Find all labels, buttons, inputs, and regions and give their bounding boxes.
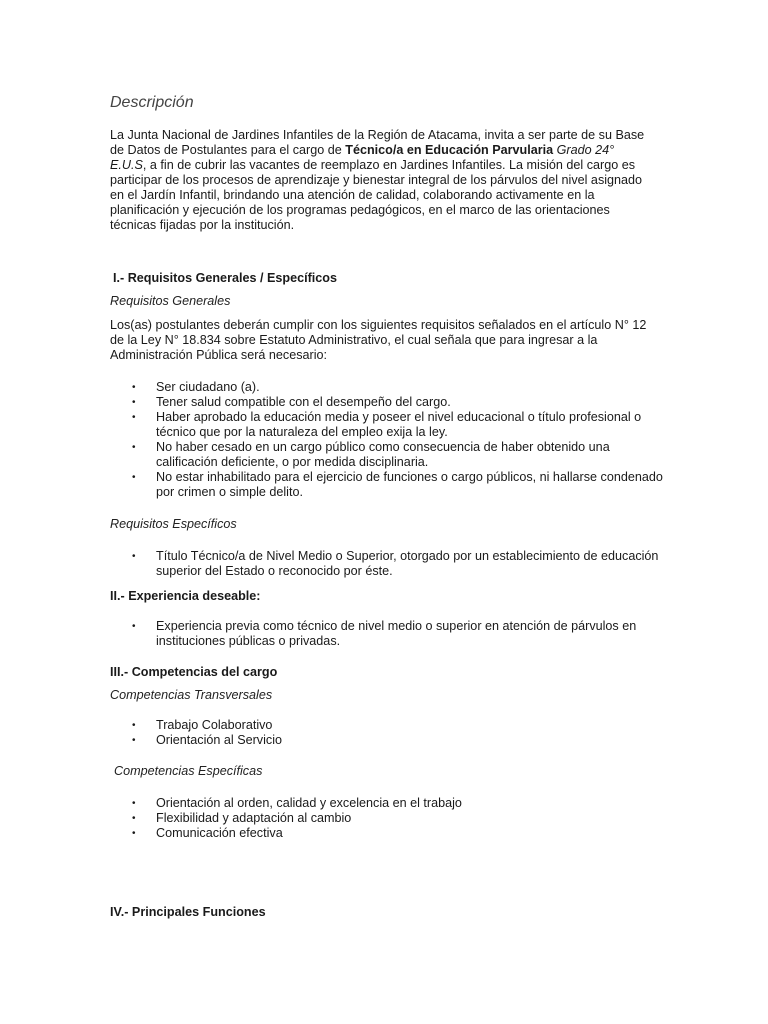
list-item: • Flexibilidad y adaptación al cambio (110, 811, 670, 826)
specific-requirements-list (110, 549, 670, 579)
transversal-competencies-subtitle: Competencias Transversales (110, 688, 273, 702)
list-item: • Orientación al orden, calidad y excelencia en el trabajo (110, 796, 670, 811)
intro-job-title: Técnico/a en Educación Parvularia (345, 143, 554, 157)
list-item: • No haber cesado en un cargo público como consecuencia de haber obtenido una calificación deficiente, o por medida disciplinaria. (110, 440, 670, 470)
intro-grade: Grado 24° E.U.S (110, 143, 615, 172)
experience-list (110, 619, 670, 649)
general-requirements-text: Los(as) postulantes deberán cumplir con los siguientes requisitos señalados en el artículo N° 12 de la Ley N° 18.834 sobre Estatuto Administrativo, el cual señala que para ingresar a la Administración Pública será necesario: (110, 318, 647, 362)
section-3-title: III.- Competencias del cargo (110, 665, 278, 679)
list-item: • No estar inhabilitado para el ejercicio de funciones o cargo públicos, ni hallarse condenado por crimen o simple delito. (110, 470, 670, 500)
list-item: • Tener salud compatible con el desempeño del cargo. (110, 395, 670, 410)
list-item: • Experiencia previa como técnico de nivel medio o superior en atención de párvulos en instituciones públicas o privadas. (110, 619, 670, 649)
transversal-competencies-list (110, 718, 670, 748)
intro-text-2: , a fin de cubrir las vacantes de reemplazo en Jardines Infantiles. La misión del cargo es participar de los procesos de aprendizaje y bienestar integral de los párvulos del nivel asignado en el Jardín Infantil, brindando una atención de calidad, colaborando activamente en la planificación y ejecución de los programas pedagógicos, en el marco de las orientaciones técnicas fijadas por la institución. (110, 158, 643, 232)
document-page (110, 92, 670, 920)
list-item: • Comunicación efectiva (110, 826, 670, 841)
general-requirements-subtitle: Requisitos Generales (110, 294, 231, 308)
description-heading: Descripción (110, 94, 194, 111)
description-intro (110, 128, 654, 233)
section-1-title: I.- Requisitos Generales / Específicos (113, 271, 337, 285)
intro-text-1: La Junta Nacional de Jardines Infantiles de la Región de Atacama, invita a ser parte de su Base de Datos de Postulantes para el cargo de (110, 128, 645, 157)
section-2-title: II.- Experiencia deseable: (110, 589, 261, 603)
section-4-title: IV.- Principales Funciones (110, 905, 266, 919)
specific-competencies-list (110, 796, 670, 841)
list-item: • Ser ciudadano (a). (110, 380, 670, 395)
list-item: • Orientación al Servicio (110, 733, 670, 748)
list-item: • Título Técnico/a de Nivel Medio o Superior, otorgado por un establecimiento de educación superior del Estado o reconocido por éste. (110, 549, 670, 579)
list-item: • Haber aprobado la educación media y poseer el nivel educacional o título profesional o técnico que por la naturaleza del empleo exija la ley. (110, 410, 670, 440)
specific-competencies-subtitle: Competencias Específicas (114, 764, 263, 778)
specific-requirements-subtitle: Requisitos Específicos (110, 517, 237, 531)
list-item: • Trabajo Colaborativo (110, 718, 670, 733)
general-requirements-list (110, 380, 670, 500)
